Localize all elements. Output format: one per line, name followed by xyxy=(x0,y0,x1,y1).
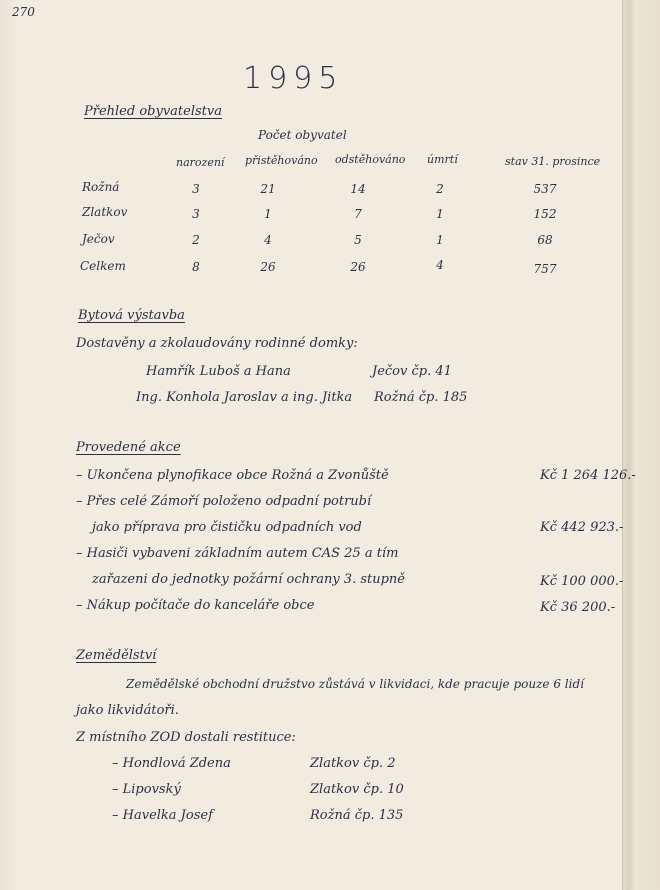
cell-value: 2 xyxy=(436,182,444,196)
agriculture-paragraph: jako likvidátoři. xyxy=(76,703,179,718)
cell-value: 152 xyxy=(533,207,557,221)
cell-value: 1 xyxy=(436,233,444,247)
row-place: Rožná xyxy=(82,180,120,194)
row-place: Zlatkov xyxy=(82,205,128,219)
cell-value: 3 xyxy=(192,182,200,196)
row-place: Celkem xyxy=(80,259,126,273)
housing-intro: Dostavěny a zkolaudovány rodinné domky: xyxy=(76,336,358,351)
action-line: – Přes celé Zámoří položeno odpadní potrubí xyxy=(76,494,372,509)
action-amount: Kč 36 200.- xyxy=(540,600,616,615)
action-line: – Nákup počítače do kanceláře obce xyxy=(76,598,315,613)
restitution-intro: Z místního ZOD dostali restituce: xyxy=(76,730,296,745)
action-line: zařazeni do jednotky požární ochrany 3. stupně xyxy=(92,572,405,587)
actions-heading: Provedené akce xyxy=(76,440,181,455)
cell-value: 4 xyxy=(436,258,444,272)
housing-owner: Ing. Konhola Jaroslav a ing. Jitka xyxy=(136,390,353,405)
action-line: – Ukončena plynofikace obce Rožná a Zvonůště xyxy=(76,468,389,483)
cell-value: 1 xyxy=(436,207,444,221)
page-edge xyxy=(622,0,660,890)
restitution-name: – Lipovský xyxy=(112,782,181,797)
housing-owner: Hamřík Luboš a Hana xyxy=(146,364,291,379)
cell-value: 14 xyxy=(350,182,366,196)
col-header-deaths: úmrtí xyxy=(427,153,458,166)
cell-value: 757 xyxy=(533,262,557,276)
action-line: jako příprava pro čističku odpadních vod xyxy=(92,520,362,535)
population-subheading: Počet obyvatel xyxy=(258,128,347,142)
housing-heading: Bytová výstavba xyxy=(78,308,185,323)
cell-value: 26 xyxy=(260,260,276,274)
year-title: 1995 xyxy=(243,61,344,96)
row-place: Ječov xyxy=(82,232,115,246)
cell-value: 2 xyxy=(192,233,200,247)
cell-value: 8 xyxy=(192,260,200,274)
cell-value: 4 xyxy=(264,233,272,247)
restitution-address: Zlatkov čp. 10 xyxy=(310,782,404,797)
page-number: 270 xyxy=(12,5,35,19)
restitution-name: – Havelka Josef xyxy=(112,808,213,823)
agriculture-heading: Zemědělství xyxy=(76,648,157,663)
cell-value: 21 xyxy=(260,182,276,196)
col-header-births: narození xyxy=(176,156,225,169)
population-heading: Přehled obyvatelstva xyxy=(84,104,222,119)
cell-value: 26 xyxy=(350,260,366,274)
restitution-address: Rožná čp. 135 xyxy=(310,808,404,823)
action-line: – Hasiči vybaveni základním autem CAS 25 a tím xyxy=(76,546,399,561)
cell-value: 3 xyxy=(192,207,200,221)
cell-value: 537 xyxy=(533,182,557,196)
agriculture-paragraph: Zemědělské obchodní družstvo zůstává v likvidaci, kde pracuje pouze 6 lidí xyxy=(126,677,584,691)
cell-value: 1 xyxy=(264,207,272,221)
cell-value: 68 xyxy=(537,233,553,247)
housing-address: Rožná čp. 185 xyxy=(374,390,468,405)
action-amount: Kč 442 923.- xyxy=(540,520,624,535)
restitution-address: Zlatkov čp. 2 xyxy=(310,756,396,771)
housing-address: Ječov čp. 41 xyxy=(372,364,452,379)
cell-value: 5 xyxy=(354,233,362,247)
col-header-moved-out: odstěhováno xyxy=(335,153,406,166)
action-amount: Kč 1 264 126.- xyxy=(540,468,636,483)
col-header-moved-in: přistěhováno xyxy=(245,154,318,167)
action-amount: Kč 100 000.- xyxy=(540,574,624,589)
cell-value: 7 xyxy=(354,207,362,221)
col-header-total: stav 31. prosince xyxy=(505,155,601,168)
restitution-name: – Hondlová Zdena xyxy=(112,756,231,771)
